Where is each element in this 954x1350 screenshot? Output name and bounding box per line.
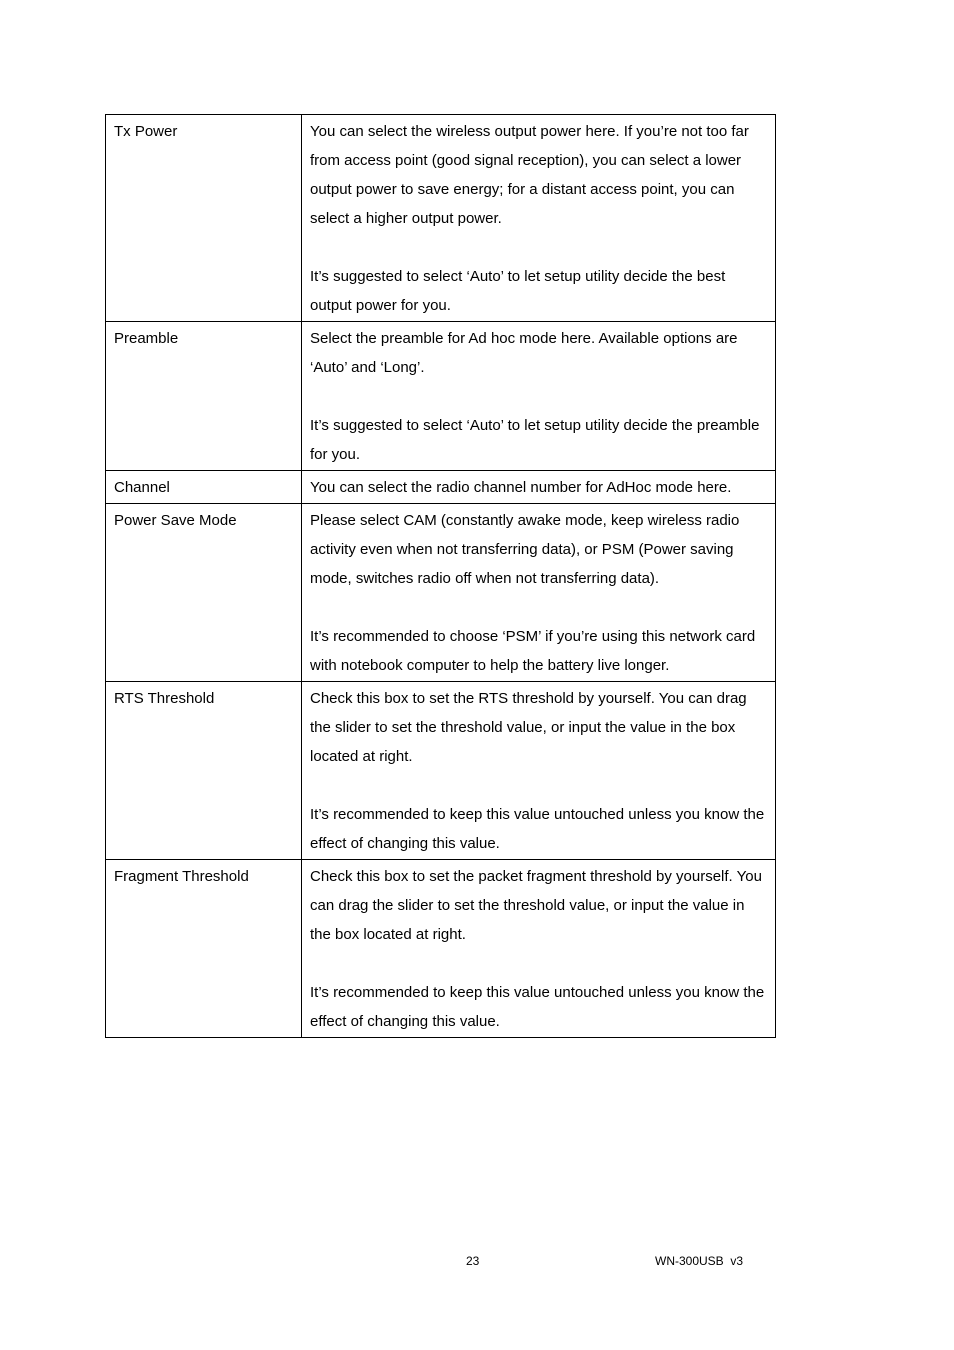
setting-description (302, 860, 776, 1038)
page-number: 23 (466, 1254, 480, 1268)
description-paragraph: It’s suggested to select ‘Auto’ to let setup utility decide the preamble for you. (310, 417, 760, 463)
description-paragraph: You can select the radio channel number for AdHoc mode here. (310, 479, 732, 496)
setting-description (302, 682, 776, 860)
setting-name: Power Save Mode (106, 504, 302, 682)
description-paragraph: Check this box to set the packet fragment threshold by yourself. You can drag the slider to set the threshold value, or input the value in the box located at right. (310, 868, 762, 943)
paragraph-gap (310, 949, 767, 978)
setting-description (302, 471, 776, 504)
description-paragraph: It’s recommended to keep this value untouched unless you know the effect of changing this value. (310, 806, 765, 852)
table-row-fragment-threshold (106, 860, 776, 1038)
setting-name: Preamble (106, 322, 302, 471)
paragraph-gap (310, 771, 767, 800)
description-paragraph: Check this box to set the RTS threshold by yourself. You can drag the slider to set the threshold value, or input the value in the box located at right. (310, 690, 747, 765)
description-paragraph: You can select the wireless output power here. If you’re not too far from access point (good signal reception), you can select a lower output power to save energy; for a distant access point, you can select a higher output power. (310, 123, 749, 227)
setting-description (302, 322, 776, 471)
table-row-rts-threshold (106, 682, 776, 860)
setting-description (302, 504, 776, 682)
table-row-preamble (106, 322, 776, 471)
setting-name: Tx Power (106, 115, 302, 322)
table-row-channel (106, 471, 776, 504)
settings-description-table (105, 114, 776, 1038)
table-row-tx-power (106, 115, 776, 322)
description-paragraph: It’s recommended to keep this value untouched unless you know the effect of changing this value. (310, 984, 765, 1030)
table-row-power-save-mode (106, 504, 776, 682)
description-paragraph: Please select CAM (constantly awake mode, keep wireless radio activity even when not transferring data), or PSM (Power saving mode, switches radio off when not transferring data). (310, 512, 740, 587)
paragraph-gap (310, 593, 767, 622)
paragraph-gap (310, 382, 767, 411)
setting-name: RTS Threshold (106, 682, 302, 860)
paragraph-gap (310, 233, 767, 262)
document-model-label: WN-300USB v3 (655, 1254, 744, 1268)
setting-description (302, 115, 776, 322)
description-paragraph: Select the preamble for Ad hoc mode here. Available options are ‘Auto’ and ‘Long’. (310, 330, 738, 376)
setting-name: Channel (106, 471, 302, 504)
description-paragraph: It’s recommended to choose ‘PSM’ if you’re using this network card with notebook computer to help the battery live longer. (310, 628, 756, 674)
setting-name: Fragment Threshold (106, 860, 302, 1038)
description-paragraph: It’s suggested to select ‘Auto’ to let setup utility decide the best output power for you. (310, 268, 726, 314)
